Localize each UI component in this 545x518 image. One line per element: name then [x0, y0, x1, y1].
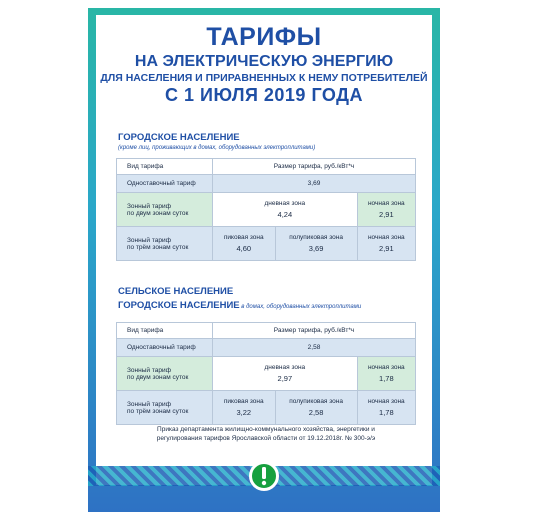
urban-tariff-table — [116, 158, 416, 261]
exclamation-glyph — [257, 466, 271, 486]
night-zone-name: ночная зона — [367, 364, 405, 371]
electric-stove-subtitle: в домах, оборудованных электроплитами — [239, 304, 362, 310]
day-zone-value: 4,24 — [277, 210, 293, 219]
night-zone-value: 1,78 — [379, 374, 394, 383]
poster-content — [96, 15, 432, 485]
table-row — [117, 357, 416, 391]
semipeak-zone-name: полупиковая зона — [289, 234, 343, 241]
peak-zone-cell — [213, 227, 276, 261]
two-zone-label — [117, 357, 213, 391]
poster-effective-date: С 1 ИЮЛЯ 2019 ГОДА — [165, 85, 363, 105]
night3-zone-value: 1,78 — [379, 408, 394, 417]
order-footnote — [126, 425, 406, 443]
two-zone-label-line1: Зонный тариф — [127, 202, 171, 210]
semipeak-zone-cell — [275, 391, 357, 425]
column-header-size: Размер тарифа, руб./кВт*ч — [213, 159, 416, 175]
rural-section-title: СЕЛЬСКОЕ НАСЕЛЕНИЕ — [118, 286, 234, 297]
column-header-size: Размер тарифа, руб./кВт*ч — [213, 323, 416, 339]
single-rate-value: 3,69 — [213, 175, 416, 193]
night3-zone-name: ночная зона — [367, 234, 405, 241]
exclamation-icon — [249, 461, 279, 491]
peak-zone-cell — [213, 391, 276, 425]
semipeak-zone-value: 2,58 — [308, 408, 324, 417]
table-row — [117, 227, 416, 261]
night-zone-cell — [357, 357, 415, 391]
day-zone-name: дневная зона — [264, 200, 306, 207]
table-row — [117, 391, 416, 425]
night3-zone-cell — [357, 391, 415, 425]
single-rate-label: Одноставочный тариф — [117, 339, 213, 357]
table-row — [117, 193, 416, 227]
night3-zone-cell — [357, 227, 415, 261]
night3-zone-name: ночная зона — [367, 398, 405, 405]
two-zone-label-line1: Зонный тариф — [127, 366, 171, 374]
night-zone-name: ночная зона — [367, 200, 405, 207]
three-zone-label-line2: по трём зонам суток — [127, 407, 189, 415]
urban-section-title: ГОРОДСКОЕ НАСЕЛЕНИЕ — [118, 132, 240, 143]
night-zone-cell — [357, 193, 415, 227]
day-zone-value: 2,97 — [277, 374, 293, 383]
urban-section-subtitle: (кроме лиц, проживающих в домах, оборудованных электроплитами) — [118, 145, 316, 151]
electric-stove-section-title — [118, 300, 361, 311]
peak-zone-value: 4,60 — [236, 244, 252, 253]
semipeak-zone-value: 3,69 — [308, 244, 324, 253]
footnote-line2: регулирования тарифов Ярославской области от 19.12.2018г. № 300-э/э — [156, 435, 376, 442]
peak-zone-value: 3,22 — [236, 408, 252, 417]
table-header-row — [117, 159, 416, 175]
three-zone-label-line1: Зонный тариф — [127, 236, 171, 244]
two-zone-label — [117, 193, 213, 227]
table-header-row — [117, 323, 416, 339]
three-zone-label-line1: Зонный тариф — [127, 400, 171, 408]
table-row — [117, 175, 416, 193]
electric-stove-title-text: ГОРОДСКОЕ НАСЕЛЕНИЕ — [118, 300, 240, 311]
footnote-line1: Приказ департамента жилищно-коммунального хозяйства, энергетики и — [157, 426, 375, 433]
rural-tariff-table — [116, 322, 416, 425]
peak-zone-name: пиковая зона — [223, 398, 264, 405]
three-zone-label-line2: по трём зонам суток — [127, 243, 189, 251]
tariff-poster — [88, 8, 440, 512]
day-zone-cell — [213, 193, 358, 227]
three-zone-label — [117, 227, 213, 261]
single-rate-label: Одноставочный тариф — [117, 175, 213, 193]
night3-zone-value: 2,91 — [379, 244, 394, 253]
single-rate-value: 2,58 — [213, 339, 416, 357]
semipeak-zone-cell — [275, 227, 357, 261]
night-zone-value: 2,91 — [379, 210, 394, 219]
three-zone-label — [117, 391, 213, 425]
poster-subtitle-consumers: ДЛЯ НАСЕЛЕНИЯ И ПРИРАВНЕННЫХ К НЕМУ ПОТРЕБИТЕЛЕЙ — [100, 72, 428, 84]
table-row — [117, 339, 416, 357]
day-zone-name: дневная зона — [264, 364, 306, 371]
column-header-type: Вид тарифа — [117, 159, 213, 175]
column-header-type: Вид тарифа — [117, 323, 213, 339]
peak-zone-name: пиковая зона — [223, 234, 264, 241]
day-zone-cell — [213, 357, 358, 391]
poster-title: ТАРИФЫ — [206, 23, 322, 51]
poster-subtitle-energy: НА ЭЛЕКТРИЧЕСКУЮ ЭНЕРГИЮ — [134, 53, 394, 70]
two-zone-label-line2: по двум зонам суток — [127, 373, 189, 381]
semipeak-zone-name: полупиковая зона — [289, 398, 343, 405]
two-zone-label-line2: по двум зонам суток — [127, 209, 189, 217]
